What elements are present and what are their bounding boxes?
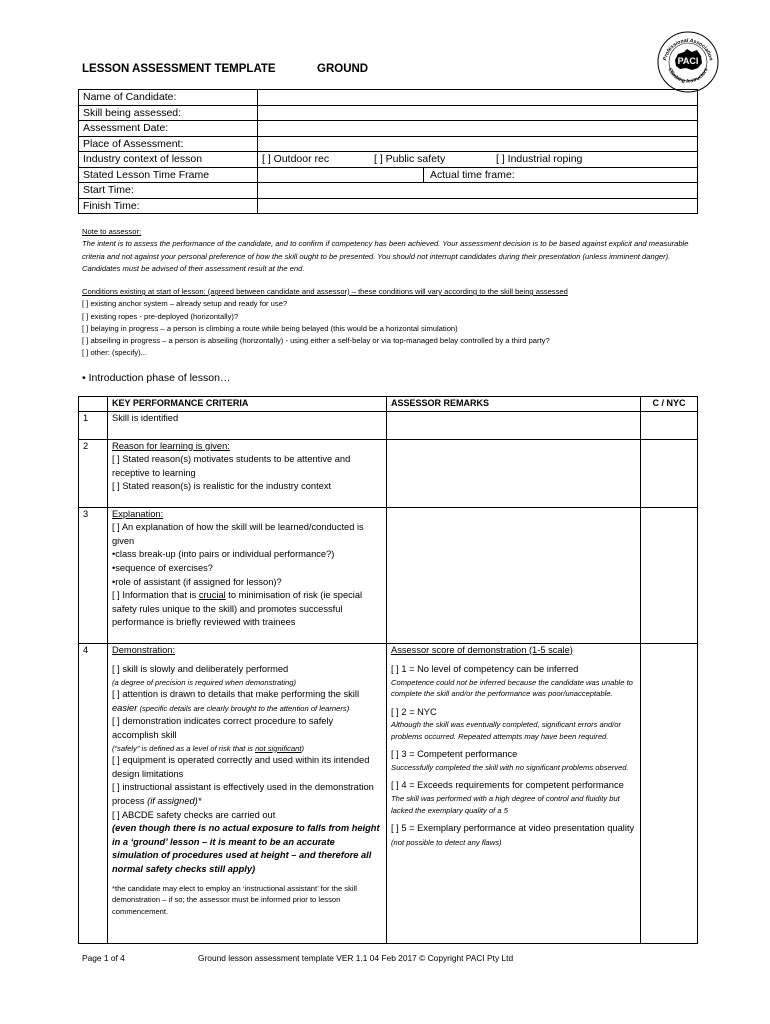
criteria-item: [ ] demonstration indicates correct procedure to safely accomplish skill [112,716,334,741]
c-nyc-cell[interactable] [641,643,698,943]
condition-item[interactable]: [ ] belaying in progress – a person is climbing a route while being belayed (this would be a horizontal simulation) [82,323,458,333]
skill-label: Skill being assessed: [79,105,258,121]
criteria-item: [ ] Information that is crucial to minimisation of risk (ie special safety rules unique to the skill) and promotes successful performance is briefly reviewed with trainees [112,590,363,628]
row-number: 3 [79,507,108,643]
criteria-item: [ ] Stated reason(s) motivates students to be attentive and receptive to learning [112,454,351,478]
public-safety-checkbox[interactable]: [ ] Public safety [374,153,446,166]
info-row-timeframe [79,167,698,183]
criteria-header: KEY PERFORMANCE CRITERIA [108,397,387,412]
industrial-roping-checkbox[interactable]: [ ] Industrial roping [496,153,583,166]
c-nyc-header: C / NYC [641,397,698,412]
score-description: Competence could not be inferred because the candidate was unable to complete the skill and/or the performance was poor/unacceptable. [391,677,633,699]
document-subtitle: GROUND [317,63,369,75]
criteria-note: (“safely” is defined as a level of risk that is not significant) [112,743,305,753]
score-option[interactable]: [ ] 4 = Exceeds requirements for competent performance [391,780,624,791]
place-field[interactable] [258,136,698,152]
criteria-item: [ ] Stated reason(s) is realistic for the industry context [112,481,332,492]
condition-item[interactable]: [ ] abseiling in progress – a person is abseiling (horizontally) - using either a self-belay or via top-managed belay controlled by a third party? [82,336,550,346]
info-row-date [79,121,698,137]
remarks-cell[interactable] [387,411,641,439]
criteria-item: [ ] instructional assistant is effectively used in the demonstration process (if assigned)* [112,782,374,806]
actual-timeframe-label[interactable]: Actual time frame: [424,167,698,183]
timeframe-field[interactable] [258,167,424,183]
row-number: 4 [79,643,108,943]
criteria-item: •role of assistant (if assigned for lesson)? [112,576,282,587]
criteria-cell [108,507,387,643]
assistant-footnote: *the candidate may elect to employ an ‘instructional assistant’ for the skill demonstration – if so; the assessor must be informed prior to lesson commencement. [112,883,357,916]
outdoor-rec-checkbox[interactable]: [ ] Outdoor rec [262,153,330,166]
remarks-cell[interactable] [387,643,641,943]
intro-phase-heading: • Introduction phase of lesson… [82,372,231,384]
score-option[interactable]: [ ] 3 = Competent performance [391,749,518,760]
criteria-table [78,396,698,944]
score-option[interactable]: [ ] 1 = No level of competency can be inferred [391,664,579,675]
svg-text:Professional Association: Professional Association [662,37,714,62]
c-nyc-cell[interactable] [641,507,698,643]
start-field[interactable] [258,183,698,199]
criteria-cell [108,439,387,507]
criteria-item: •sequence of exercises? [112,562,213,573]
svg-text:PACI: PACI [677,56,699,66]
criteria-note: (a degree of precision is required when demonstrating) [112,677,297,687]
footer-copyright: Ground lesson assessment template VER 1.1 04 Feb 2017 © Copyright PACI Pty Ltd [198,953,514,963]
condition-item[interactable]: [ ] other: (specify)... [82,348,147,358]
criteria-item: [ ] attention is drawn to details that make performing the skill easier (specific details are clearly brought to the attention of learners) [112,689,360,713]
name-field[interactable] [258,90,698,106]
paci-logo [656,30,720,94]
page-number: Page 1 of 4 [82,953,125,963]
start-label: Start Time: [79,183,258,199]
candidate-info-table [78,89,698,214]
criteria-heading: Demonstration: [112,644,176,655]
conditions-heading: Conditions existing at start of lesson: (agreed between candidate and assessor) – these conditions will vary according to the skill being assessed [82,287,568,296]
remarks-header: ASSESSOR REMARKS [387,397,641,412]
date-field[interactable] [258,121,698,137]
remarks-cell[interactable] [387,507,641,643]
document-title: LESSON ASSESSMENT TEMPLATE [82,63,276,75]
criteria-note: (even though there is no actual exposure to falls from height in a ‘ground’ lesson – it is meant to be an accurate simulation of procedures used at height – and therefore all normal safety checks still apply) [112,823,380,874]
info-row-name [79,90,698,106]
place-label: Place of Assessment: [79,136,258,152]
criteria-item: [ ] An explanation of how the skill will be learned/conducted is given [112,522,364,546]
criteria-heading: Explanation: [112,508,164,519]
table-row [79,411,698,439]
row-number: 1 [79,411,108,439]
remarks-cell[interactable] [387,439,641,507]
info-row-start [79,183,698,199]
info-row-industry [79,152,698,168]
criteria-heading: Reason for learning is given: [112,440,230,451]
condition-item[interactable]: [ ] existing anchor system – already setup and ready for use? [82,299,288,309]
note-heading: Note to assessor: [82,227,142,236]
date-label: Assessment Date: [79,121,258,137]
score-description: The skill was performed with a high degree of control and fluidity but lacked the exemplary quality of a 5 [391,794,620,815]
score-heading: Assessor score of demonstration (1-5 scale) [391,644,573,655]
score-option[interactable]: [ ] 5 = Exemplary performance at video presentation quality (not possible to detect any flaws) [391,823,635,847]
c-nyc-cell[interactable] [641,439,698,507]
finish-field[interactable] [258,198,698,214]
info-row-place [79,136,698,152]
table-header-row [79,397,698,412]
table-row [79,643,698,943]
table-row [79,439,698,507]
criteria-item: [ ] ABCDE safety checks are carried out [112,809,276,820]
assessor-note [82,226,694,275]
table-row [79,507,698,643]
c-nyc-cell[interactable] [641,411,698,439]
criteria-item: [ ] equipment is operated correctly and used within its intended design limitations [112,755,370,779]
finish-label: Finish Time: [79,198,258,214]
info-row-skill [79,105,698,121]
note-text: The intent is to assess the performance of the candidate, and to confirm if competency has been achieved. Your assessment decision is to be based against explicit and measurable criteria and not against your personal preference of how the skill ought to be presented. You should not interrupt candidates during their presentation (unless imminent danger). Candidates must be advised of their assessment result at the end. [82,239,689,273]
timeframe-label: Stated Lesson Time Frame [79,167,258,183]
criteria-cell [108,643,387,943]
conditions-section [82,286,694,360]
name-label: Name of Candidate: [79,90,258,106]
score-description: Successfully completed the skill with no significant problems observed. [391,762,629,772]
criteria-item: •class break-up (into pairs or individual performance?) [112,549,335,560]
skill-field[interactable] [258,105,698,121]
criteria-item: [ ] skill is slowly and deliberately performed [112,664,289,675]
condition-item[interactable]: [ ] existing ropes - pre-deployed (horizontally)? [82,311,239,321]
svg-text:Climbing Instructors: Climbing Instructors [666,67,710,85]
score-description: Although the skill was eventually completed, significant errors and/or problems occurred. Repeated attempts may have been required. [391,720,622,741]
info-row-finish [79,198,698,214]
row-number: 2 [79,439,108,507]
score-option[interactable]: [ ] 2 = NYC [391,706,437,717]
criteria-cell: Skill is identified [108,411,387,439]
industry-label: Industry context of lesson [79,152,258,168]
